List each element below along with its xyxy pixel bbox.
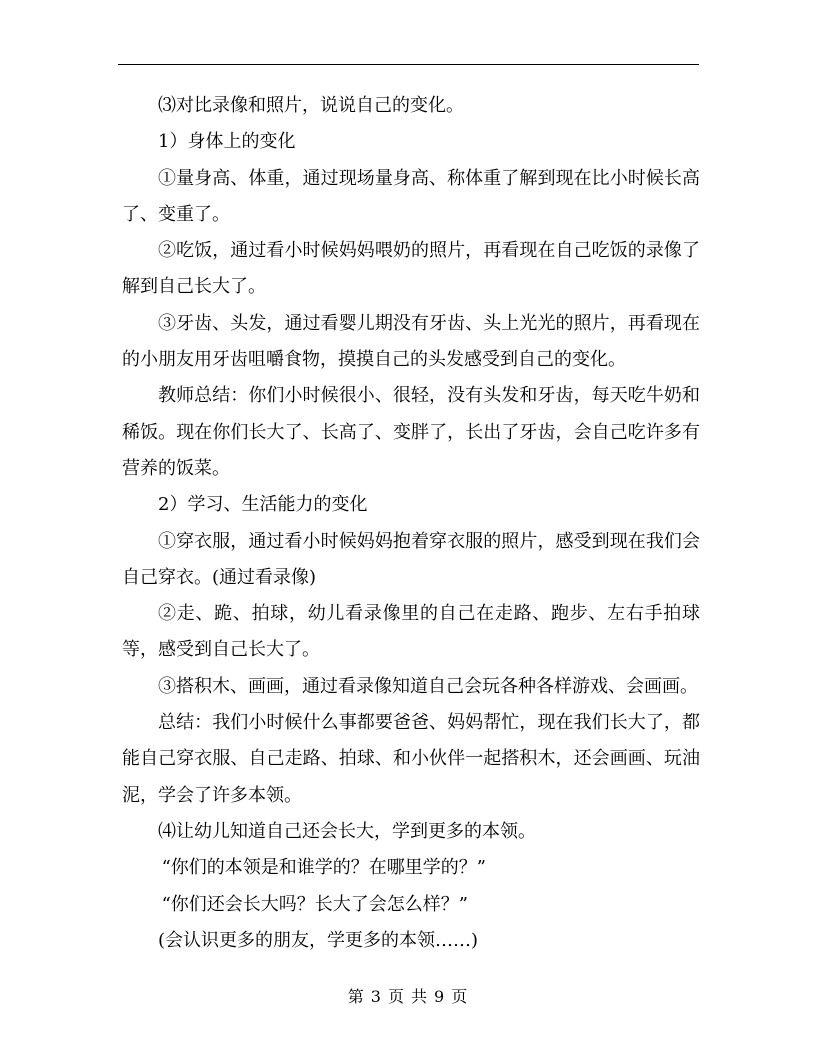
footer-total-unit: 页 [451, 987, 469, 1006]
page-footer [0, 986, 816, 1008]
paragraph-summary: 总结：我们小时候什么事都要爸爸、妈妈帮忙，现在我们长大了，都能自己穿衣服、自己走路、拍球、和小伙伴一起搭积木，还会画画、玩油泥，学会了许多本领。 [122, 712, 700, 806]
paragraph-answer-note: (会认识更多的朋友，学更多的本领……) [158, 929, 479, 951]
paragraph-section-4-heading: ⑷让幼儿知道自己还会长大，学到更多的本领。 [158, 820, 536, 842]
paragraph-question-1: “你们的本领是和谁学的？在哪里学的？” [161, 857, 486, 879]
paragraph-walking-ball: ②走、跪、拍球，幼儿看录像里的自己在走路、跑步、左右手拍球等，感受到自己长大了。 [122, 603, 700, 661]
paragraph-height-weight: ①量身高、体重，通过现场量身高、称体重了解到现在比小时候长高了、变重了。 [122, 167, 700, 225]
paragraph-ability-changes-heading: 2）学习、生活能力的变化 [158, 494, 368, 516]
paragraph-teacher-summary: 教师总结：你们小时候很小、很轻，没有头发和牙齿，每天吃牛奶和稀饭。现在你们长大了、长高了、变胖了，长出了牙齿，会自己吃许多有营养的饭菜。 [122, 385, 700, 479]
footer-current-page: 3 [370, 987, 382, 1006]
paragraph-question-2: “你们还会长大吗？长大了会怎么样？” [161, 893, 468, 915]
header-rule [118, 64, 699, 65]
paragraph-eating: ②吃饭，通过看小时候妈妈喂奶的照片，再看现在自己吃饭的录像了解到自己长大了。 [122, 240, 700, 298]
footer-total-label: 共 [411, 987, 429, 1006]
paragraph-section-3-heading: ⑶对比录像和照片，说说自己的变化。 [158, 95, 464, 116]
paragraph-teeth-hair: ③牙齿、头发，通过看婴儿期没有牙齿、头上光光的照片，再看现在的小朋友用牙齿咀嚼食物，摸摸自己的头发感受到自己的变化。 [122, 312, 700, 371]
paragraph-dressing: ①穿衣服，通过看小时候妈妈抱着穿衣服的照片，感受到现在我们会自己穿衣。(通过看录像) [122, 530, 700, 588]
paragraph-blocks-drawing: ③搭积木、画画，通过看录像知道自己会玩各种各样游戏、会画画。 [158, 675, 698, 697]
footer-page-unit: 页 [387, 987, 405, 1006]
paragraph-body-changes-heading: 1）身体上的变化 [158, 131, 296, 153]
footer-total-pages: 9 [434, 987, 446, 1006]
footer-page-label: 第 [347, 987, 365, 1006]
document-body [122, 88, 700, 959]
